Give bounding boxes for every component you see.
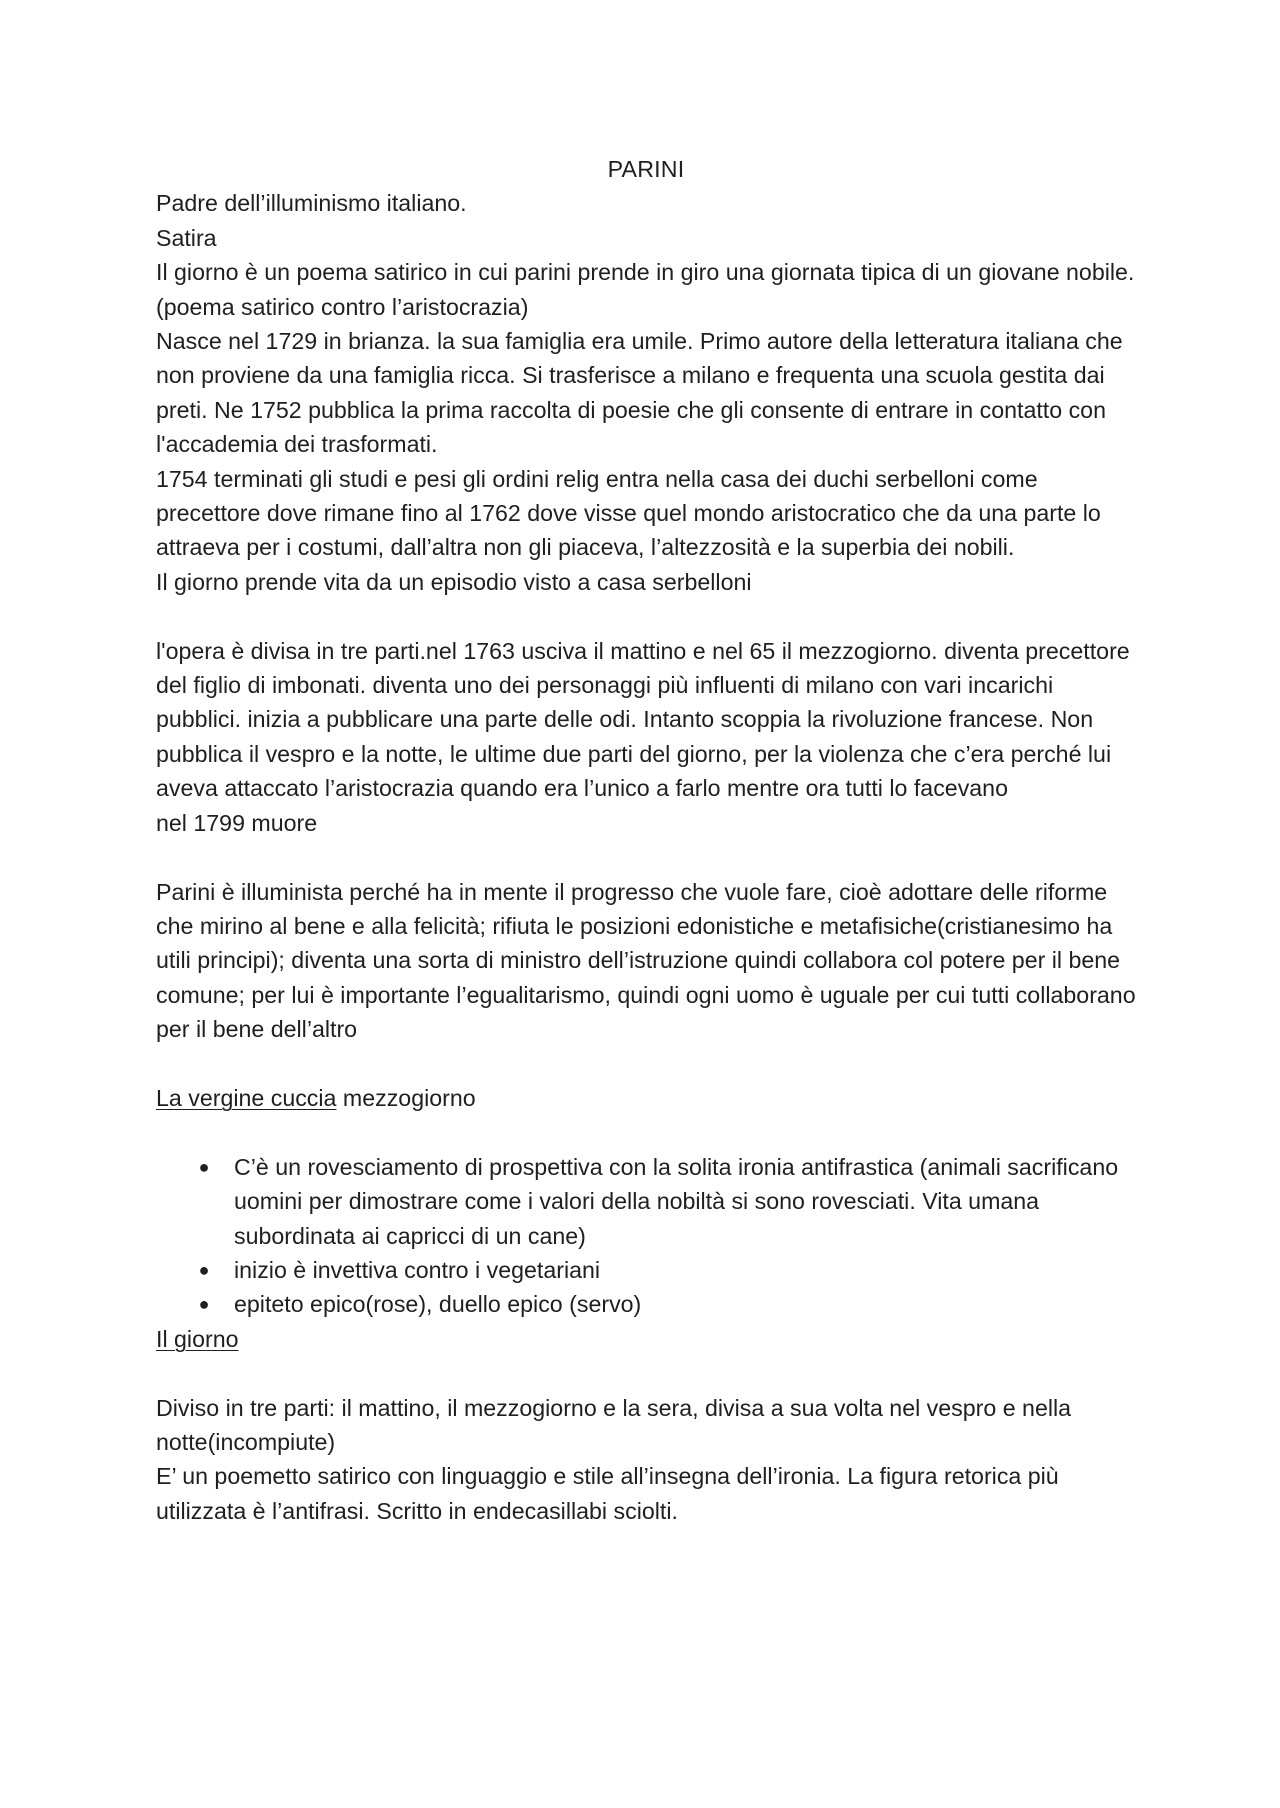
list-item bbox=[198, 1287, 1136, 1321]
list-item-text: epiteto epico(rose), duello epico (servo) bbox=[234, 1291, 642, 1318]
paragraph: E’ un poemetto satirico con linguaggio e stile all’insegna dell’ironia. La figura retorica più utilizzata è l’antifrasi. Scritto in endecasillabi sciolti. bbox=[156, 1463, 1059, 1524]
blank-line bbox=[156, 1115, 1136, 1149]
paragraph: nel 1799 muore bbox=[156, 809, 318, 836]
paragraph: Nasce nel 1729 in brianza. la sua famiglia era umile. Primo autore della letteratura italiana che non proviene da una famiglia ricca. Si trasferisce a milano e frequenta una scuola gestita dai preti. Ne 1752 pubblica la prima raccolta di poesie che gli consente di entrare in contatto con l'accademia dei trasformati. bbox=[156, 328, 1123, 458]
page-title: PARINI bbox=[607, 156, 685, 182]
list-item bbox=[198, 1150, 1136, 1253]
section-heading: Il giorno bbox=[156, 1325, 239, 1352]
paragraph: Padre dell’illuminismo italiano. bbox=[156, 190, 467, 217]
illuminista-section bbox=[156, 875, 1136, 1047]
list-item-text: inizio è invettiva contro i vegetariani bbox=[234, 1256, 601, 1283]
list-item bbox=[198, 1253, 1136, 1287]
bullet-icon: ● bbox=[198, 1294, 210, 1315]
heading-rest: mezzogiorno bbox=[336, 1084, 476, 1111]
cuccia-section bbox=[156, 1081, 1136, 1322]
blank-line bbox=[156, 599, 1136, 633]
document-page bbox=[156, 152, 1136, 1528]
blank-line bbox=[156, 1356, 1136, 1390]
bullet-icon: ● bbox=[198, 1259, 210, 1280]
paragraph: Il giorno prende vita da un episodio visto a casa serbelloni bbox=[156, 568, 752, 595]
blank-line bbox=[156, 1047, 1136, 1081]
opera-section bbox=[156, 634, 1136, 840]
paragraph: l'opera è divisa in tre parti.nel 1763 usciva il mattino e nel 65 il mezzogiorno. diventa precettore del figlio di imbonati. diventa uno dei personaggi più influenti di milano con vari incarichi pubblici. inizia a pubblicare una parte delle odi. Intanto scoppia la rivoluzione francese. Non pubblica il vespro e la notte, le ultime due parti del giorno, per la violenza che c’era perché lui aveva attaccato l’aristocrazia quando era l’unico a farlo mentre ora tutti lo facevano bbox=[156, 637, 1130, 802]
paragraph: Diviso in tre parti: il mattino, il mezzogiorno e la sera, divisa a sua volta nel vespro e nella notte(incompiute) bbox=[156, 1394, 1072, 1455]
giorno-section bbox=[156, 1322, 1136, 1528]
paragraph: Il giorno è un poema satirico in cui parini prende in giro una giornata tipica di un giovane nobile. (poema satirico contro l’aristocrazia) bbox=[156, 259, 1135, 320]
bullet-icon: ● bbox=[198, 1156, 210, 1177]
list-item-text: C’è un rovesciamento di prospettiva con la solita ironia antifrastica (animali sacrificano uomini per dimostrare come i valori della nobiltà si sono rovesciati. Vita umana subordinata ai capricci di un cane) bbox=[234, 1153, 1119, 1249]
paragraph: Satira bbox=[156, 224, 217, 251]
bullet-list bbox=[156, 1150, 1136, 1322]
paragraph: Parini è illuminista perché ha in mente il progresso che vuole fare, cioè adottare delle riforme che mirino al bene e alla felicità; rifiuta le posizioni edonistiche e metafisiche(cristianesimo ha utili principi); diventa una sorta di ministro dell’istruzione quindi collabora col potere per il bene comune; per lui è importante l’egualitarismo, quindi ogni uomo è uguale per cui tutti collaborano per il bene dell’altro bbox=[156, 878, 1136, 1043]
section-heading bbox=[156, 1081, 1136, 1115]
paragraph: 1754 terminati gli studi e pesi gli ordini relig entra nella casa dei duchi serbelloni come precettore dove rimane fino al 1762 dove visse quel mondo aristocratico che da una parte lo attraeva per i costumi, dall’altra non gli piaceva, l’altezzosità e la superbia dei nobili. bbox=[156, 465, 1101, 561]
heading-underlined: La vergine cuccia bbox=[156, 1084, 337, 1111]
intro-section bbox=[156, 186, 1136, 599]
blank-line bbox=[156, 840, 1136, 874]
